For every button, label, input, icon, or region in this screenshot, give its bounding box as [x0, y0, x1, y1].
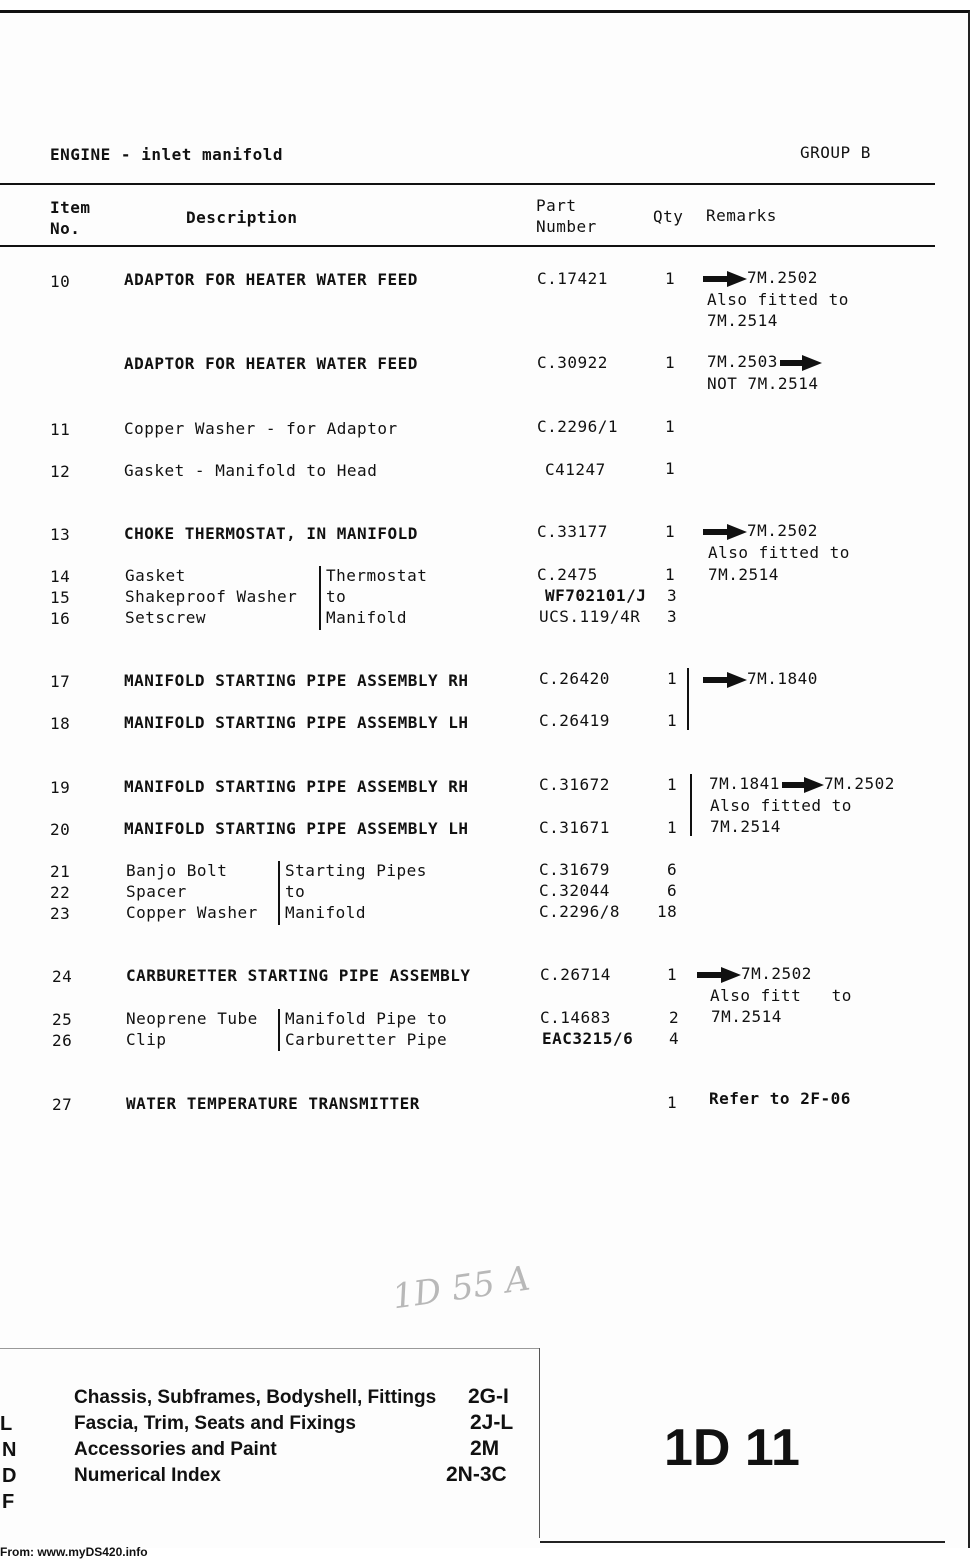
item-number: 12 [50, 462, 71, 481]
quantity: 1 [665, 353, 676, 372]
remark-line: Also fitted to [710, 796, 852, 815]
item-description: MANIFOLD STARTING PIPE ASSEMBLY RH [124, 671, 469, 690]
part-number: C.14683 [540, 1008, 611, 1027]
item-description: WATER TEMPERATURE TRANSMITTER [126, 1094, 420, 1113]
remark-serial: 7M.1840 [747, 669, 818, 688]
part-number: C.2296/1 [537, 417, 619, 436]
item-number: 24 [52, 967, 73, 986]
item-description: Copper Washer - for Adaptor [124, 419, 398, 438]
bracket-text: Thermostat [326, 566, 428, 585]
section-letter: L [0, 1413, 13, 1435]
item-number: 22 [50, 883, 71, 902]
part-number: C.30922 [537, 353, 608, 372]
part-number: C.26420 [539, 669, 610, 688]
index-label: Chassis, Subframes, Bodyshell, Fittings [74, 1387, 437, 1408]
footer-divider [0, 1348, 540, 1349]
item-description: Gasket - Manifold to Head [124, 461, 378, 480]
index-code: 2G-I [468, 1385, 509, 1408]
index-code: 2M [470, 1437, 500, 1460]
item-number: 10 [50, 272, 71, 291]
right-arrow-icon [703, 672, 747, 688]
item-description: MANIFOLD STARTING PIPE ASSEMBLY LH [124, 713, 469, 732]
bracket-line [278, 1009, 280, 1051]
quantity: 1 [665, 565, 676, 584]
item-number: 18 [50, 714, 71, 733]
quantity: 18 [657, 902, 678, 921]
remark-line [707, 352, 822, 371]
remark-serial: 7M.1841 [709, 774, 780, 793]
item-number: 19 [50, 778, 71, 797]
remark-line: 7M.2514 [708, 565, 779, 584]
bracket-text: Manifold [326, 608, 408, 627]
bottom-rule [540, 1541, 945, 1543]
item-description: Neoprene Tube [126, 1009, 258, 1028]
right-arrow-icon [780, 777, 824, 793]
item-number: 21 [50, 862, 71, 881]
col-remarks: Remarks [706, 206, 777, 225]
part-number: C.26419 [539, 711, 610, 730]
right-arrow-icon [697, 967, 741, 983]
item-description: Copper Washer [126, 903, 258, 922]
group-label: GROUP B [800, 143, 871, 162]
quantity: 2 [669, 1008, 680, 1027]
item-number: 20 [50, 820, 71, 839]
section-letter: F [2, 1491, 15, 1513]
remark-serial: 7M.2502 [747, 268, 818, 287]
section-letter: N [2, 1439, 17, 1461]
item-description: MANIFOLD STARTING PIPE ASSEMBLY LH [124, 819, 469, 838]
quantity: 1 [665, 459, 676, 478]
remark-line: Also fitted to [708, 543, 850, 562]
bracket-text: Manifold [285, 903, 367, 922]
col-part-2: Number [536, 217, 597, 236]
item-description: CARBURETTER STARTING PIPE ASSEMBLY [126, 966, 471, 985]
index-code: 2N-3C [446, 1463, 507, 1486]
part-number: C.2475 [537, 565, 598, 584]
page-title: ENGINE - inlet manifold [50, 145, 284, 164]
item-number: 14 [50, 567, 71, 586]
part-number: C.2296/8 [539, 902, 621, 921]
item-number: 16 [50, 609, 71, 628]
right-arrow-icon [703, 271, 747, 287]
remark-line: Also fitt to [710, 986, 852, 1005]
remark-line: 7M.2514 [710, 817, 781, 836]
right-arrow-icon [778, 355, 822, 371]
quantity: 3 [667, 607, 678, 626]
item-number: 25 [52, 1010, 73, 1029]
quantity: 1 [667, 711, 678, 730]
col-part-1: Part [536, 196, 577, 215]
part-number: C.33177 [537, 522, 608, 541]
part-number: C.31679 [539, 860, 610, 879]
item-description: Shakeproof Washer [125, 587, 298, 606]
col-qty: Qty [653, 207, 684, 226]
part-number: C.26714 [540, 965, 611, 984]
item-number: 23 [50, 904, 71, 923]
index-label: Fascia, Trim, Seats and Fixings [74, 1413, 356, 1434]
remark-line: Refer to 2F-06 [709, 1089, 851, 1108]
item-description: Clip [126, 1030, 167, 1049]
index-code: 2J-L [470, 1411, 514, 1434]
col-item-1: Item [50, 198, 91, 217]
item-description: ADAPTOR FOR HEATER WATER FEED [124, 354, 418, 373]
bracket-text: to [285, 882, 306, 901]
footer-divider-vertical [539, 1348, 540, 1538]
remark-line [703, 268, 818, 287]
item-number: 26 [52, 1031, 73, 1050]
part-number: C.31671 [539, 818, 610, 837]
remark-line: 7M.2514 [707, 311, 778, 330]
part-number: C41247 [545, 460, 606, 479]
item-number: 17 [50, 672, 71, 691]
quantity: 6 [667, 860, 678, 879]
remark-line [697, 964, 812, 983]
quantity: 6 [667, 881, 678, 900]
page-code: 1D 11 [664, 1419, 800, 1477]
item-number: 15 [50, 588, 71, 607]
header-top-rule [0, 183, 935, 185]
remark-serial: 7M.2502 [823, 774, 895, 793]
bracket-text: Carburetter Pipe [285, 1030, 448, 1049]
source-credit: From: www.myDS420.info [0, 1545, 148, 1559]
right-arrow-icon [703, 524, 747, 540]
bracket-text: Starting Pipes [285, 861, 427, 880]
bracket-line [278, 861, 280, 925]
remark-line [703, 669, 818, 688]
remark-serial: 7M.2503 [707, 352, 778, 371]
part-number: EAC3215/6 [542, 1029, 634, 1048]
quantity: 1 [667, 818, 678, 837]
item-description: ADAPTOR FOR HEATER WATER FEED [124, 270, 418, 289]
section-letter: D [2, 1465, 17, 1487]
item-description: MANIFOLD STARTING PIPE ASSEMBLY RH [124, 777, 469, 796]
remark-line: 7M.2514 [711, 1007, 782, 1026]
part-number: C.17421 [537, 269, 608, 288]
item-description: Setscrew [125, 608, 207, 627]
quantity: 1 [665, 522, 676, 541]
bracket-text: to [326, 587, 347, 606]
part-number: WF702101/J [545, 586, 647, 605]
parts-list-page [0, 10, 970, 1548]
bracket-text: Manifold Pipe to [285, 1009, 448, 1028]
index-label: Numerical Index [74, 1465, 221, 1486]
part-number: C.31672 [539, 775, 610, 794]
quantity: 4 [669, 1029, 680, 1048]
header-bottom-rule [0, 245, 935, 247]
item-description: Banjo Bolt [126, 861, 228, 880]
item-number: 13 [50, 525, 71, 544]
item-description: Gasket [125, 566, 186, 585]
remark-line [703, 521, 818, 540]
col-item-2: No. [50, 219, 81, 238]
remark-line: NOT 7M.2514 [707, 374, 819, 393]
quantity: 1 [665, 269, 676, 288]
bracket-line [319, 566, 321, 630]
quantity: 1 [665, 417, 676, 436]
remark-line [709, 774, 895, 793]
index-label: Accessories and Paint [74, 1439, 277, 1460]
quantity: 1 [667, 1093, 678, 1112]
remark-serial: 7M.2502 [741, 964, 812, 983]
item-number: 27 [52, 1095, 73, 1114]
remark-bracket-line [690, 774, 692, 836]
item-description: Spacer [126, 882, 187, 901]
quantity: 3 [667, 586, 678, 605]
item-number: 11 [50, 420, 71, 439]
part-number: C.32044 [539, 881, 610, 900]
remark-line: Also fitted to [707, 290, 849, 309]
quantity: 1 [667, 965, 678, 984]
col-description: Description [186, 208, 298, 227]
item-description: CHOKE THERMOSTAT, IN MANIFOLD [124, 524, 418, 543]
remark-bracket-line [687, 668, 689, 730]
pencil-annotation: 1D 55 A [389, 1258, 533, 1318]
remark-serial: 7M.2502 [747, 521, 818, 540]
part-number: UCS.119/4R [539, 607, 641, 626]
quantity: 1 [667, 775, 678, 794]
quantity: 1 [667, 669, 678, 688]
